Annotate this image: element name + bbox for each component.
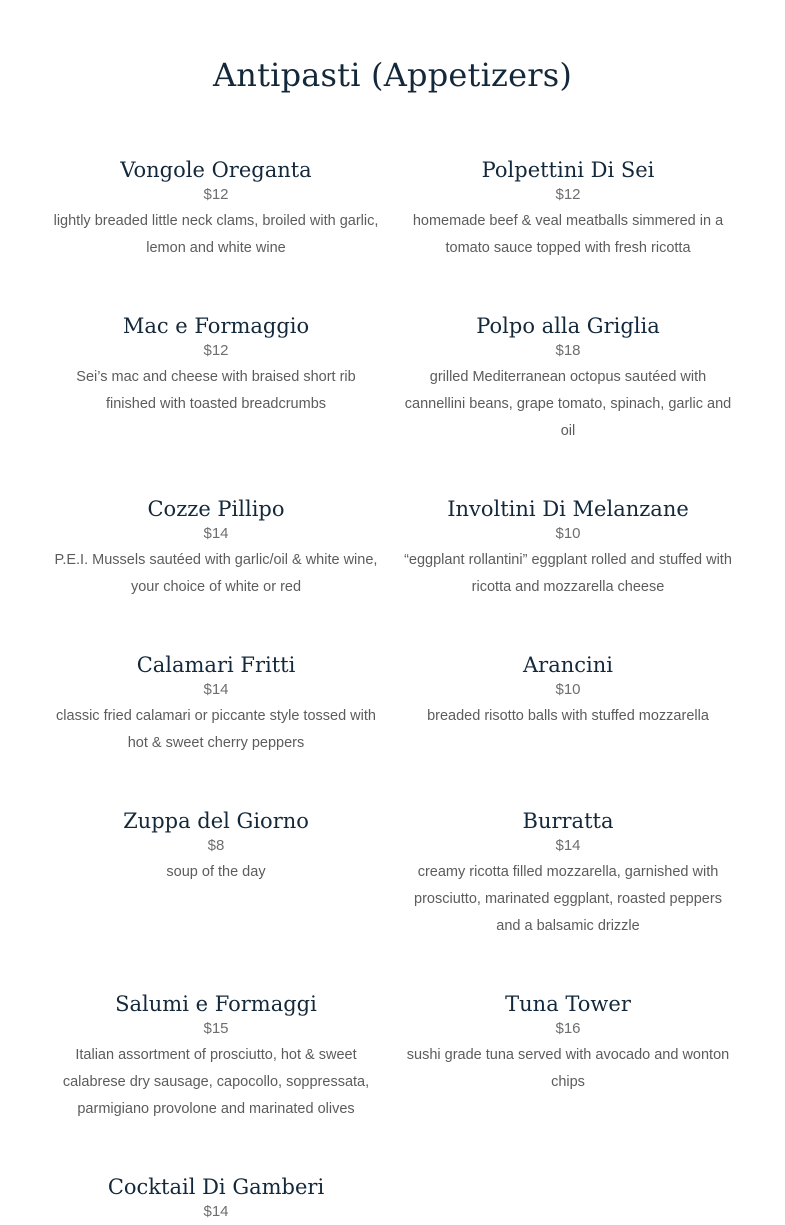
item-name: Polpo alla Griglia <box>476 314 660 338</box>
item-name: Involtini Di Melanzane <box>447 497 689 521</box>
item-price: $18 <box>555 342 581 359</box>
menu-item-calamari-fritti <box>51 651 381 757</box>
menu-item-cocktail-di-gamberi <box>51 1173 381 1223</box>
menu-item-vongole-oreganta <box>51 156 381 262</box>
item-name: Vongole Oreganta <box>120 158 312 182</box>
menu-item-mac-e-formaggio <box>51 312 381 418</box>
item-price: $15 <box>203 1020 229 1037</box>
item-description: creamy ricotta filled mozzarella, garnished with prosciutto, marinated eggplant, roasted peppers and a balsamic drizzle <box>414 864 722 934</box>
item-price: $14 <box>555 837 581 854</box>
item-price: $12 <box>203 186 229 203</box>
item-price: $10 <box>555 525 581 542</box>
item-price: $12 <box>203 342 229 359</box>
item-price: $14 <box>203 1203 229 1220</box>
item-name: Polpettini Di Sei <box>481 158 655 182</box>
item-name: Mac e Formaggio <box>122 314 310 338</box>
item-price: $14 <box>203 525 229 542</box>
item-price: $16 <box>555 1020 581 1037</box>
item-description: soup of the day <box>166 864 266 880</box>
menu-item-polpo-alla-griglia <box>403 312 733 445</box>
item-description: breaded risotto balls with stuffed mozzarella <box>427 708 709 724</box>
menu-item-cozze-pillipo <box>51 495 381 601</box>
item-name: Salumi e Formaggi <box>115 992 317 1016</box>
item-description: homemade beef & veal meatballs simmered in a tomato sauce topped with fresh ricotta <box>412 213 724 256</box>
item-description: grilled Mediterranean octopus sautéed with cannellini beans, grape tomato, spinach, garlic and oil <box>404 369 732 439</box>
item-name: Zuppa del Giorno <box>123 809 309 833</box>
item-description: sushi grade tuna served with avocado and wonton chips <box>406 1047 730 1090</box>
menu-item-tuna-tower <box>403 990 733 1096</box>
menu-item-arancini <box>403 651 733 730</box>
item-price: $14 <box>203 681 229 698</box>
item-description: P.E.I. Mussels sautéed with garlic/oil & white wine, your choice of white or red <box>54 552 378 595</box>
item-description: Italian assortment of prosciutto, hot & sweet calabrese dry sausage, capocollo, soppressata, parmigiano provolone and marinated olives <box>62 1047 370 1117</box>
item-price: $12 <box>555 186 581 203</box>
item-description: “eggplant rollantini” eggplant rolled and stuffed with ricotta and mozzarella cheese <box>404 552 732 595</box>
item-price: $8 <box>207 837 225 854</box>
item-description: Sei’s mac and cheese with braised short rib finished with toasted breadcrumbs <box>76 369 356 412</box>
item-description: classic fried calamari or piccante style tossed with hot & sweet cherry peppers <box>56 708 376 751</box>
item-name: Cozze Pillipo <box>147 497 285 521</box>
page-title: Antipasti (Appetizers) <box>212 56 573 94</box>
item-price: $10 <box>555 681 581 698</box>
menu-item-zuppa-del-giorno <box>51 807 381 886</box>
item-name: Cocktail Di Gamberi <box>107 1175 325 1199</box>
item-name: Calamari Fritti <box>136 653 296 677</box>
item-name: Arancini <box>523 653 613 677</box>
menu-item-salumi-e-formaggi <box>51 990 381 1123</box>
menu-item-involtini-di-melanzane <box>403 495 733 601</box>
item-name: Burratta <box>522 809 614 833</box>
menu-item-burratta <box>403 807 733 940</box>
item-name: Tuna Tower <box>505 992 631 1016</box>
item-description: lightly breaded little neck clams, broiled with garlic, lemon and white wine <box>53 213 379 256</box>
menu-item-polpettini-di-sei <box>403 156 733 262</box>
